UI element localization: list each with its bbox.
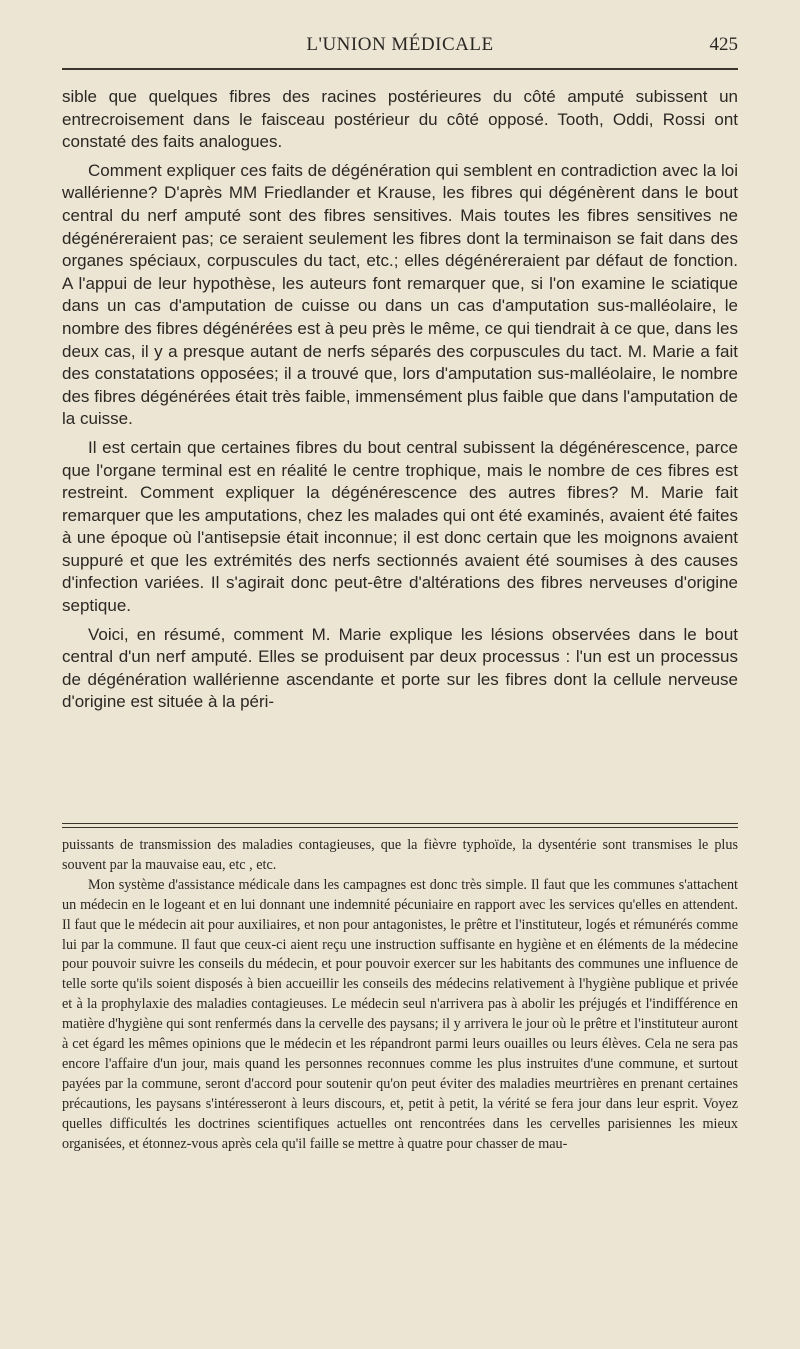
main-text xyxy=(62,86,738,720)
footnote xyxy=(62,836,738,1155)
body-paragraph: Il est certain que certaines fibres du bout central subissent la dégénérescence, parce que l'organe terminal est en réalité le centre trophique, mais le nombre de ces fibres est restreint. Comment expliquer la dégénérescence des autres fibres? M. Marie fait remarquer que les amputations, chez les malades qui ont été examinés, avaient été faites à une époque où l'antisepsie était inconnue; il est donc certain que les moignons avaient suppuré et que les extrémités des nerfs sectionnés avaient été soumises à des causes d'infection variées. Il s'agirait donc peut-être d'altérations des fibres nerveuses d'origine septique. xyxy=(62,437,738,616)
footnote-paragraph: Mon système d'assistance médicale dans les campagnes est donc très simple. Il faut que les communes s'attachent un médecin en le logeant et en lui donnant une indemnité pécuniaire en rapport avec les services qu'elles en attendent. Il faut que le médecin ait pour auxiliaires, et non pour antagonistes, le prêtre et l'instituteur, logés et rémunérés comme lui par la commune. Il faut que ceux-ci aient reçu une instruction suffisante en hygiène et en éléments de la médecine pour pouvoir suivre les conseils du médecin, et pour pouvoir exercer sur les habitants des communes une influence de telle sorte qu'ils soient disposés à bien accueillir les conseils des médecins relativement à l'hygiène publique et privée et à la prophylaxie des maladies contagieuses. Le médecin seul n'arrivera pas à abolir les préjugés et l'indifférence en matière d'hygiène qui sont renfermés dans la cervelle des paysans; il y arrivera le jour où le prêtre et l'instituteur auront à cet égard les mêmes opinions que le médecin et les répandront parmi leurs ouailles ou leurs élèves. Cela ne sera pas encore l'affaire d'un jour, mais quand les personnes reconnues comme les plus instruites d'une commune, et surtout payées par la commune, seront d'accord pour soutenir qu'on peut éviter des maladies meurtrières en prenant certaines précautions, les paysans s'intéresseront à leurs discours, et, petit à petit, la vérité se fera jour dans leur esprit. Voyez quelles difficultés les doctrines scientifiques actuelles ont rencontrées dans les cervelles parisiennes les mieux organisées, et étonnez-vous après cela qu'il faille se mettre à quatre pour chasser de mau- xyxy=(62,876,738,1152)
body-paragraph: Comment expliquer ces faits de dégénération qui semblent en contradiction avec la loi wallérienne? D'après MM Friedlander et Krause, les fibres qui dégénèrent dans le bout central du nerf amputé sont des fibres sensitives. Mais toutes les fibres sensitives ne dégénéreraient pas; ce seraient seulement les fibres dont la terminaison se fait dans des organes spéciaux, corpuscules du tact, etc.; elles dégénéreraient par défaut de fonction. A l'appui de leur hypothèse, les auteurs font remarquer que, si l'on examine le sciatique dans un cas d'amputation de cuisse ou dans un cas d'amputation sus-malléolaire, le nombre des fibres dégénérées est à peu près le même, ce qui tiendrait à ce que, dans les deux cas, il y a presque autant de nerfs séparés des corpuscules du tact. M. Marie a fait des constatations opposées; il a trouvé que, lors d'amputation sus-malléolaire, le nombre des fibres dégénérées était très faible, immensément plus faible que dans l'amputation de la cuisse. xyxy=(62,160,738,429)
footnote-rule xyxy=(62,823,738,828)
header-rule xyxy=(62,68,738,70)
journal-title: L'UNION MÉDICALE xyxy=(306,34,494,55)
running-header xyxy=(62,30,738,60)
page-number: 425 xyxy=(709,34,738,55)
body-paragraph: sible que quelques fibres des racines postérieures du côté amputé subissent un entrecroisement dans le faisceau postérieur du côté opposé. Tooth, Oddi, Rossi ont constaté des faits analogues. xyxy=(62,87,738,152)
body-paragraph: Voici, en résumé, comment M. Marie explique les lésions observées dans le bout central d'un nerf amputé. Elles se produisent par deux processus : l'un est un processus de dégénération wallérienne ascendante et porte sur les fibres dont la cellule nerveuse d'origine est située à la péri- xyxy=(62,624,738,712)
footnote-paragraph: puissants de transmission des maladies contagieuses, que la fièvre typhoïde, la dysentérie sont transmises le plus souvent par la mauvaise eau, etc , etc. xyxy=(62,837,738,873)
